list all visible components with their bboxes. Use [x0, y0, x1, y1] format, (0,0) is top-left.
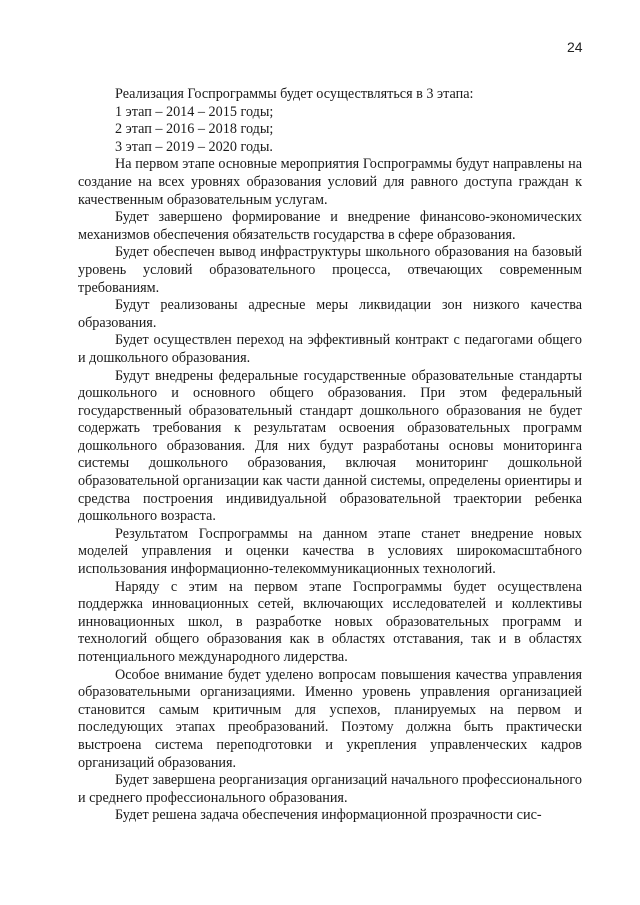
page-number: 24 — [567, 39, 583, 55]
paragraph-federal-standards: Будут внедрены федеральные государственные образовательные стандарты дошкольного и основного общего образования. При этом федеральный государственный образовательный стандарт дошкольного образования не будет содержать требования к результатам освоения образовательных программ дошкольного образования. Для них будут разработаны основы мониторинга системы дошкольного образования, включая мониторинг дошкольной образовательной организации как части данной системы, определены ориентиры и средства построения индивидуальной образовательной траектории ребенка дошкольного возраста. — [78, 367, 582, 525]
paragraph-management-models: Результатом Госпрограммы на данном этапе станет внедрение новых моделей управления и оценки качества в условиях широкомасштабного использования информационно-телекоммуникационных технологий. — [78, 525, 582, 578]
paragraph-stage-3: 3 этап – 2019 – 2020 годы. — [115, 138, 273, 155]
paragraph-financial-mechanisms: Будет завершено формирование и внедрение финансово-экономических механизмов обеспечения обязательств государства в сфере образования. — [78, 209, 582, 243]
paragraph-stage-2: 2 этап – 2016 – 2018 годы; — [115, 121, 274, 138]
paragraph-management-quality: Особое внимание будет уделено вопросам повышения качества управления образовательными организациями. Именно уровень управления организацией становится самым критичным для успехов, планируемых на первом и последующих этапах преобразований. Поэтому должна быть практически выстроена система переподготовки и укрепления управленческих кадров организаций образования. — [78, 666, 582, 771]
paragraph-stages-intro: Реализация Госпрограммы будет осуществляться в 3 этапа: — [115, 86, 474, 102]
paragraph-first-stage-goals: На первом этапе основные мероприятия Госпрограммы будут направлены на создание на всех уровнях образования условий для равного доступа граждан к качественным образовательным услугам. — [78, 156, 582, 208]
paragraph-reorganization: Будет завершена реорганизация организаций начального профессионального и среднего профессионального образования. — [78, 772, 582, 806]
paragraph-information-transparency: Будет решена задача обеспечения информационной прозрачности сис- — [115, 807, 542, 824]
paragraph-stage-1: 1 этап – 2014 – 2015 годы; — [115, 103, 274, 120]
paragraph-school-infrastructure: Будет обеспечен вывод инфраструктуры школьного образования на базовый уровень условий образовательного процесса, отвечающих современным требованиям. — [78, 244, 582, 296]
paragraph-innovation-networks: Наряду с этим на первом этапе Госпрограммы будет осуществлена поддержка инновационных сетей, включающих исследователей и коллективы инновационных школ, в разработке новых образовательных программ и технологий общего образования как в областях отставания, так и в областях потенциального международного лидерства. — [78, 578, 582, 665]
paragraph-effective-contract: Будет осуществлен переход на эффективный контракт с педагогами общего и дошкольного образования. — [78, 332, 582, 366]
paragraph-low-quality-zones: Будут реализованы адресные меры ликвидации зон низкого качества образования. — [78, 297, 582, 331]
document-body — [78, 86, 582, 825]
